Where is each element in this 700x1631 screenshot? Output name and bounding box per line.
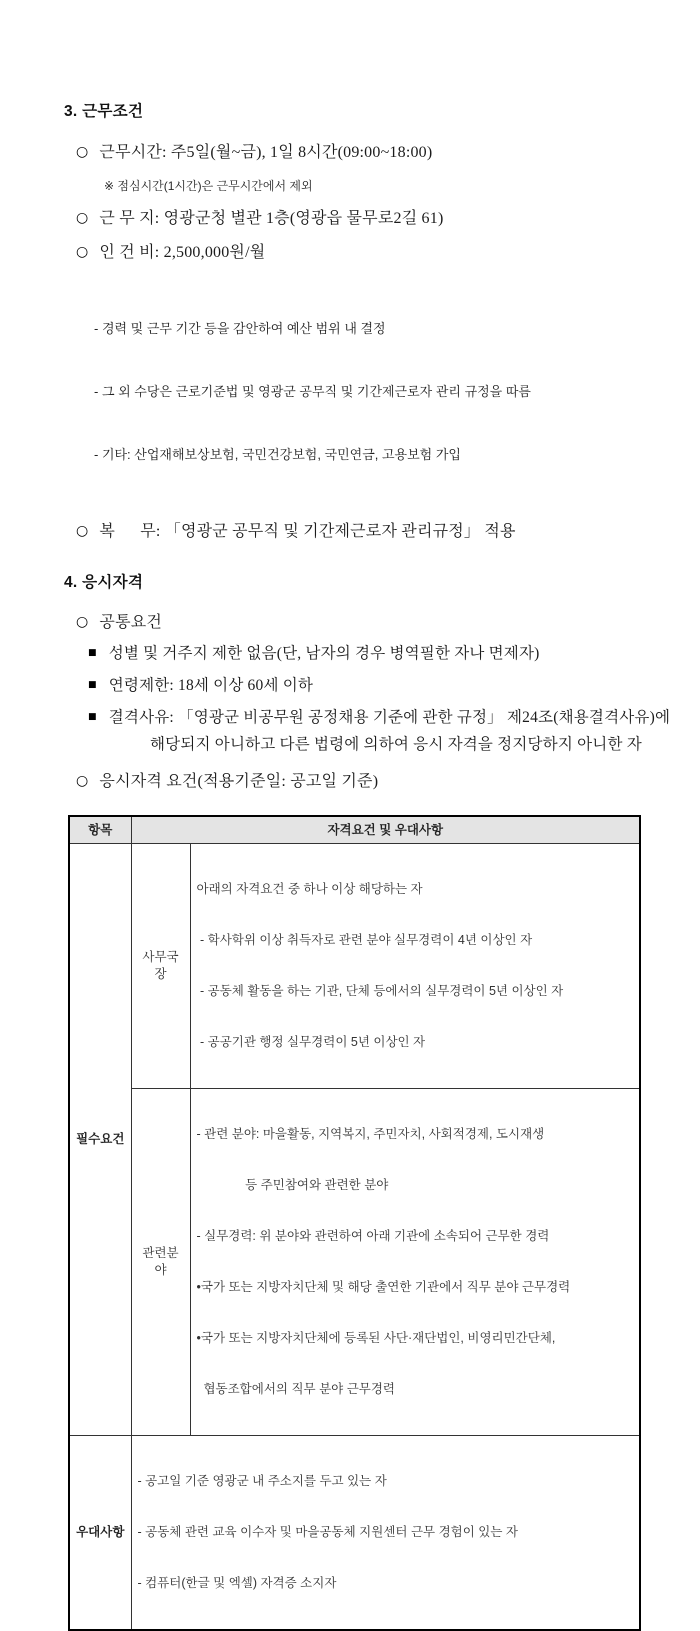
square-item-gender: [88, 644, 700, 666]
related-field-content-cell: [190, 1089, 640, 1436]
related-field-label-cell: 관련분야: [131, 1089, 190, 1436]
table-header-row: [69, 816, 640, 844]
salary-note-2: - 그 외 수당은 근로기준법 및 영광군 공무직 및 기간제근로자 관리 규정을 따름: [94, 384, 531, 399]
related-line: 등 주민참여와 관련한 분야: [196, 1178, 389, 1192]
preference-line: - 컴퓨터(한글 및 엑셀) 자격증 소지자: [137, 1576, 337, 1590]
work-hours-text: 근무시간: 주5일(월~금), 1일 8시간(09:00~18:00): [99, 144, 433, 161]
circle-bullet-icon: ○: [76, 244, 89, 260]
secretary-label-cell: 사무국장: [131, 844, 190, 1089]
bullet-item-common-requirements: [76, 612, 700, 634]
bullet-item-work-hours: [76, 142, 700, 164]
square-bullet-icon: ■: [88, 648, 97, 658]
lunch-time-note: ※ 점심시간(1시간)은 근무시간에서 제외: [104, 179, 313, 193]
salary-text: 인 건 비: 2,500,000원/월: [99, 244, 266, 261]
table-row-secretary: [69, 844, 640, 1089]
circle-bullet-icon: ○: [76, 210, 89, 226]
related-line: - 실무경력: 위 분야와 관련하여 아래 기관에 소속되어 근무한 경력: [196, 1229, 550, 1243]
bullet-item-work-place: [76, 208, 700, 230]
common-requirements-text: 공통요건: [99, 614, 163, 631]
criteria-title-text: 응시자격 요건(적용기준일: 공고일 기준): [99, 773, 379, 790]
secretary-content-cell: [190, 844, 640, 1089]
section-heading-eligibility: 4. 응시자격: [64, 574, 144, 591]
circle-bullet-icon: ○: [76, 614, 89, 630]
required-label-cell: 필수요건: [69, 844, 131, 1436]
secretary-line: - 공공기관 행정 실무경력이 5년 이상인 자: [196, 1035, 426, 1049]
disqualification-text-line1: 결격사유: 「영광군 비공무원 공정채용 기준에 관한 규정」 제24조(채용결격사유)에: [108, 709, 671, 726]
square-bullet-icon: ■: [88, 712, 97, 722]
disqualification-text-line2: 해당되지 아니하고 다른 법령에 의하여 응시 자격을 정지당하지 아니한 자: [150, 736, 642, 753]
salary-note-1: - 경력 및 근무 기간 등을 감안하여 예산 범위 내 결정: [94, 321, 386, 336]
preference-line: - 공고일 기준 영광군 내 주소지를 두고 있는 자: [137, 1474, 387, 1488]
header-cell-item: 항목: [69, 816, 131, 844]
circle-bullet-icon: ○: [76, 773, 89, 789]
age-requirement-text: 연령제한: 18세 이상 60세 이하: [108, 677, 314, 694]
square-item-age: [88, 676, 700, 698]
work-place-text: 근 무 지: 영광군청 별관 1층(영광읍 물무로2길 61): [99, 210, 444, 227]
salary-note-3: - 기타: 산업재해보상보험, 국민건강보험, 국민연금, 고용보험 가입: [94, 447, 461, 462]
square-bullet-icon: ■: [88, 680, 97, 690]
circle-bullet-icon: ○: [76, 144, 89, 160]
related-line: •국가 또는 지방자치단체에 등록된 사단·재단법인, 비영리민간단체,: [196, 1331, 556, 1345]
related-line: - 관련 분야: 마을활동, 지역복지, 주민자치, 사회적경제, 도시재생: [196, 1127, 545, 1141]
document-page: [0, 99, 700, 1590]
bullet-item-salary: [76, 242, 700, 264]
qualification-table: [68, 815, 641, 1631]
related-line: •국가 또는 지방자치단체 및 해당 출연한 기관에서 직무 분야 근무경력: [196, 1280, 571, 1294]
preference-content-cell: [131, 1436, 640, 1631]
preference-label-cell: 우대사항: [69, 1436, 131, 1631]
secretary-line: 아래의 자격요건 중 하나 이상 해당하는 자: [196, 882, 423, 896]
preference-line: - 공동체 관련 교육 이수자 및 마을공동체 지원센터 근무 경험이 있는 자: [137, 1525, 518, 1539]
section-heading-work-conditions: 3. 근무조건: [64, 103, 144, 120]
table-row-related-field: [69, 1089, 640, 1436]
related-line: 협동조합에서의 직무 분야 근무경력: [196, 1382, 395, 1396]
salary-dash-notes: [94, 276, 700, 507]
gender-requirement-text: 성별 및 거주지 제한 없음(단, 남자의 경우 병역필한 자나 면제자): [108, 645, 540, 662]
secretary-line: - 공동체 활동을 하는 기관, 단체 등에서의 실무경력이 5년 이상인 자: [196, 984, 564, 998]
circle-bullet-icon: ○: [76, 523, 89, 539]
square-item-disqualification: [88, 708, 700, 730]
bullet-item-criteria: [76, 771, 700, 793]
header-cell-detail: 자격요건 및 우대사항: [131, 816, 640, 844]
bullet-item-duty: [76, 521, 700, 543]
table-row-preference: [69, 1436, 640, 1631]
secretary-line: - 학사학위 이상 취득자로 관련 분야 실무경력이 4년 이상인 자: [196, 933, 533, 947]
duty-text: 복 무: 「영광군 공무직 및 기간제근로자 관리규정」 적용: [99, 523, 516, 540]
